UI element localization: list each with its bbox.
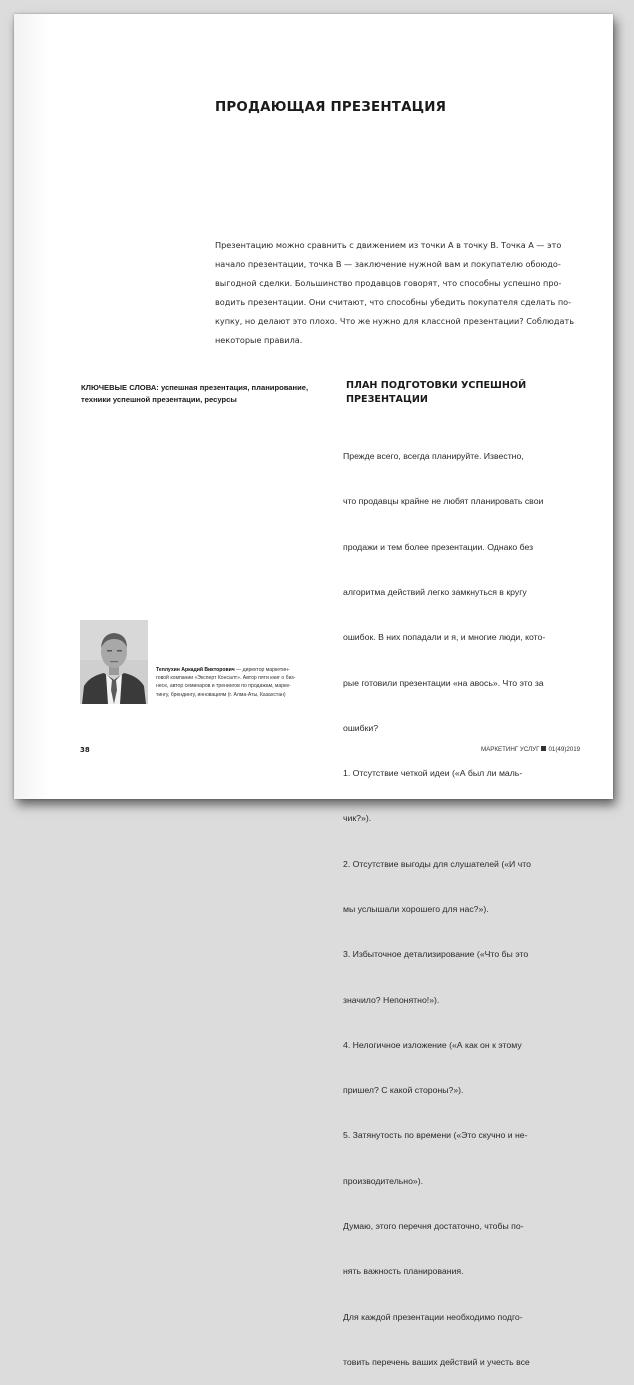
- body-line: пришел? С какой стороны?»).: [343, 1085, 464, 1096]
- list-item-5: 5. Затянутость по времени («Это скучно и не-: [343, 1130, 528, 1141]
- intro-line: купку, но делают это плохо. Что же нужно для классной презентации? Соблюдать: [215, 316, 574, 326]
- keywords-block: [81, 382, 331, 406]
- page-number: 38: [80, 746, 90, 754]
- intro-line: выгодной сделки. Большинство продавцов говорят, что способны успешно про-: [215, 278, 562, 288]
- section-heading: [346, 379, 586, 406]
- body-line: товить перечень ваших действий и учесть все: [343, 1356, 530, 1367]
- body-line: продажи и тем более презентации. Однако без: [343, 541, 534, 552]
- issue-number: 01(49)2019: [548, 746, 581, 753]
- section-heading-line: ПРЕЗЕНТАЦИИ: [346, 393, 428, 405]
- body-line: Прежде всего, всегда планируйте. Известно,: [343, 451, 524, 462]
- intro-line: начало презентации, точка В — заключение нужной вам и покупателю обоюдо-: [215, 259, 561, 269]
- square-separator-icon: [541, 746, 546, 751]
- body-line: Для каждой презентации необходимо подго-: [343, 1311, 523, 1322]
- bio-line-first: [156, 666, 326, 674]
- body-line: что продавцы крайне не любят планировать свои: [343, 496, 544, 507]
- body-line: чик?»).: [343, 813, 372, 824]
- bio-line: говой компании «Эксперт Консалт». Автор пяти книг о биз-: [156, 675, 296, 682]
- footer-magazine: [481, 746, 580, 753]
- intro-line: Презентацию можно сравнить с движением из точки А в точку В. Точка А — это: [215, 240, 562, 250]
- bio-line: несе, автор семинаров и тренингов по продажам, марке-: [156, 683, 291, 690]
- article-intro: [215, 236, 590, 350]
- author-bio: [156, 666, 326, 699]
- section-heading-line: ПЛАН ПОДГОТОВКИ УСПЕШНОЙ: [346, 380, 527, 391]
- keywords-line: КЛЮЧЕВЫЕ СЛОВА: успешная презентация, планирование,: [81, 383, 309, 392]
- bio-text: — директор маркетин-: [234, 667, 290, 673]
- body-line: ошибки?: [343, 722, 379, 733]
- body-line: алгоритма действий легко замкнуться в кругу: [343, 587, 527, 598]
- body-line: Думаю, этого перечня достаточно, чтобы по-: [343, 1220, 524, 1231]
- intro-line: некоторые правила.: [215, 335, 303, 345]
- list-item-2: 2. Отсутствие выгоды для слушателей («И что: [343, 858, 531, 869]
- list-item-3: 3. Избыточное детализирование («Что бы это: [343, 949, 529, 960]
- intro-line: водить презентации. Они считают, что способны убедить покупателя сделать по-: [215, 297, 572, 307]
- body-line: производительно»).: [343, 1175, 424, 1186]
- keywords-line: техники успешной презентации, ресурсы: [81, 395, 237, 404]
- body-line: нять важность планирования.: [343, 1266, 464, 1277]
- list-item-4: 4. Нелогичное изложение («А как он к этому: [343, 1039, 522, 1050]
- magazine-name: МАРКЕТИНГ УСЛУГ: [481, 746, 540, 753]
- author-name: Теплухин Аркадий Викторович: [156, 667, 235, 673]
- author-photo: [80, 620, 148, 704]
- article-title: ПРОДАЮЩАЯ ПРЕЗЕНТАЦИЯ: [215, 100, 447, 115]
- body-line: ошибок. В них попадали и я, и многие люди, кото-: [343, 632, 546, 643]
- list-item-1: 1. Отсутствие четкой идеи («А был ли маль-: [343, 768, 523, 779]
- article-body: [343, 419, 593, 1385]
- bio-line: тингу, брендингу, инновациям (г. Алма-Аты, Казахстан): [156, 691, 286, 698]
- body-line: значило? Непонятно!»).: [343, 994, 440, 1005]
- body-line: мы услышали хорошего для нас?»).: [343, 904, 489, 914]
- body-line: рые готовили презентации «на авось». Что это за: [343, 677, 544, 688]
